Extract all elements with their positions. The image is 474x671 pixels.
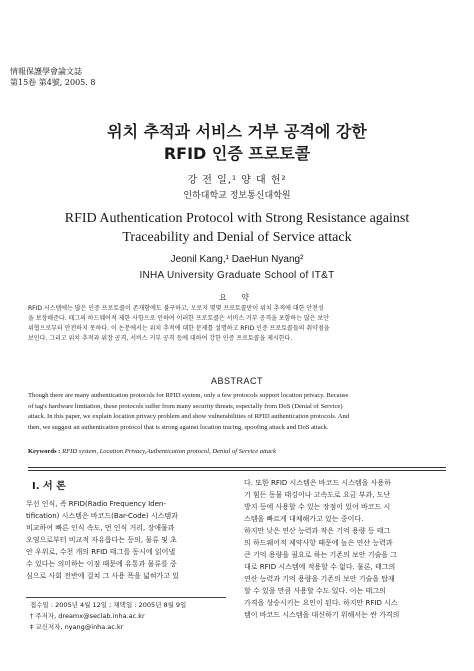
english-title-line-2: Traceability and Denial of Service attack — [122, 230, 352, 245]
section-divider — [28, 470, 446, 471]
body-line: 하지만 낮은 연산 능력과 작은 기억 용량 등 태그 — [244, 527, 391, 535]
journal-header — [10, 66, 95, 88]
introduction-left-column — [26, 498, 226, 582]
body-line: 방지 등에 사용할 수 있는 장점이 있어 바코드 시 — [244, 503, 391, 511]
corresponding-author-note: ‡ 교신저자, nyang@inha.ac.kr — [30, 623, 124, 631]
footnote-divider — [26, 597, 226, 598]
journal-volume-issue: 第15卷 第4號, 2005. 8 — [10, 78, 96, 87]
body-line: 오염으로부터 비교적 자유롭다는 등의, 물류 및 초 — [26, 536, 177, 544]
body-line: 다. 또한 RFID 시스템은 바코드 시스템을 사용하 — [244, 479, 391, 487]
body-line: 큰 기억 용량을 필요로 하는 기존의 보안 기술을 그 — [244, 551, 398, 559]
body-line: 수 있다는 의미하는 이점 때문에 유통과 물류를 중 — [26, 560, 177, 568]
received-date-note: 접수일 : 2005년 4월 12일 ; 채택일 : 2005년 8월 9일 — [30, 601, 187, 609]
section-divider — [28, 467, 446, 468]
body-line: 비교하여 빠른 인식 속도, 먼 인식 거리, 장애물과 — [26, 524, 175, 532]
korean-abstract-line: 보인다. 그리고 위치 추적과 위장 공격, 서비스 거부 공격 등에 대하여 강한 인증 프로토콜을 제시한다. — [28, 335, 293, 342]
korean-affiliation: 인하대학교 정보통신대학원 — [183, 191, 291, 201]
body-line: 템이 바코드 시스템을 대신하기 위해서는 싼 가격의 — [244, 611, 400, 619]
english-authors: Jeonil Kang,¹ DaeHun Nyang² — [170, 254, 304, 265]
keywords-label: Keywords : — [28, 448, 61, 455]
body-line: 심으로 사회 전반에 걸쳐 그 사용 폭을 넓혀가고 있 — [26, 572, 180, 580]
keywords-text: RFID system, Location Privacy,Authentication protocol, Denial of Service attack — [62, 448, 276, 455]
korean-abstract-line: 을 보장해준다. 태그의 하드웨어적 제한 사항으로 인하여 이러한 프로토콜은 서비스 거부 공격을 포함하는 많은 보안 — [28, 315, 330, 322]
footnotes — [30, 600, 226, 633]
english-title-line-1: RFID Authentication Protocol with Strong Resistance against — [64, 211, 410, 226]
introduction-heading: Ⅰ. 서 론 — [32, 481, 66, 492]
abstract-line: then, we suggest an authentication protocol that is strong against location tracing, spoofing attack and DoS attack. — [28, 423, 329, 431]
korean-abstract-body — [28, 304, 446, 344]
body-line: 무선 인식, 즉 RFID(Radio Frequency Iden- — [26, 500, 166, 508]
korean-abstract-line: 위협으로부터 안전하지 못하다. 이 논문에서는 위치 추적에 대한 문제를 설명하고 RFID 인증 프로토콜들의 취약점을 — [28, 325, 330, 332]
body-line: 가격을 상승시키는 요인이 된다. 하지만 RFID 시스 — [244, 599, 398, 607]
body-line: 할 수 있을 만큼 사용할 수도 있다. 이는 태그의 — [244, 587, 386, 595]
body-line: 스템을 빠르게 대체해가고 있는 중이다. — [244, 515, 364, 523]
korean-title-line-1: 위치 추적과 서비스 거부 공격에 강한 — [107, 122, 367, 141]
introduction-right-column — [244, 477, 448, 621]
body-line: 의 하드웨어적 제약사항 때문에 높은 연산 능력과 — [244, 539, 393, 547]
first-author-note: † 주저자, dreamx@seclab.inha.ac.kr — [30, 612, 145, 620]
korean-title-line-2: RFID 인증 프로토콜 — [163, 144, 311, 163]
abstract-body — [28, 391, 446, 433]
abstract-line: attack. In this paper, we explain location privacy problem and show vulnerabilities of RFID authentication protocols. And — [28, 413, 350, 420]
korean-abstract-line: RFID 시스템에는 많은 인증 프로토콜이 존재함에도 불구하고, 오로지 몇몇 프로토콜만이 위치 추적에 대한 안전성 — [28, 305, 324, 312]
abstract-line: of tag's hardware limitation, these protocols suffer from many security threats, especially from DoS (Denial of Service) — [28, 402, 343, 410]
english-affiliation: INHA University Graduate School of IT&T — [139, 270, 335, 281]
keywords — [28, 448, 446, 455]
abstract-line: Though there are many authentication protocols for RFID system, only a few protocols support location privacy. Because — [28, 392, 349, 399]
body-line: 기 힘든 동물 태깅이나 고속도로 요금 부과, 도난 — [244, 491, 391, 499]
body-line: 안 우위로, 수천 개의 RFID 태그를 동시에 읽어낼 — [26, 548, 176, 556]
abstract-heading: ABSTRACT — [210, 376, 263, 386]
body-line: 대로 RFID 시스템에 적용할 수 없다. 물론, 태그의 — [244, 563, 396, 571]
korean-authors: 강 전 일,¹ 양 대 헌² — [187, 175, 287, 186]
body-line: 연산 능력과 기억 용량을 기존의 보안 기술을 탑재 — [244, 575, 395, 583]
korean-abstract-heading: 요 약 — [219, 293, 255, 302]
journal-name: 情報保護學會論文誌 — [10, 67, 82, 76]
body-line: tification) 시스템은 바코드(Bar-Code) 시스템과 — [26, 512, 178, 520]
